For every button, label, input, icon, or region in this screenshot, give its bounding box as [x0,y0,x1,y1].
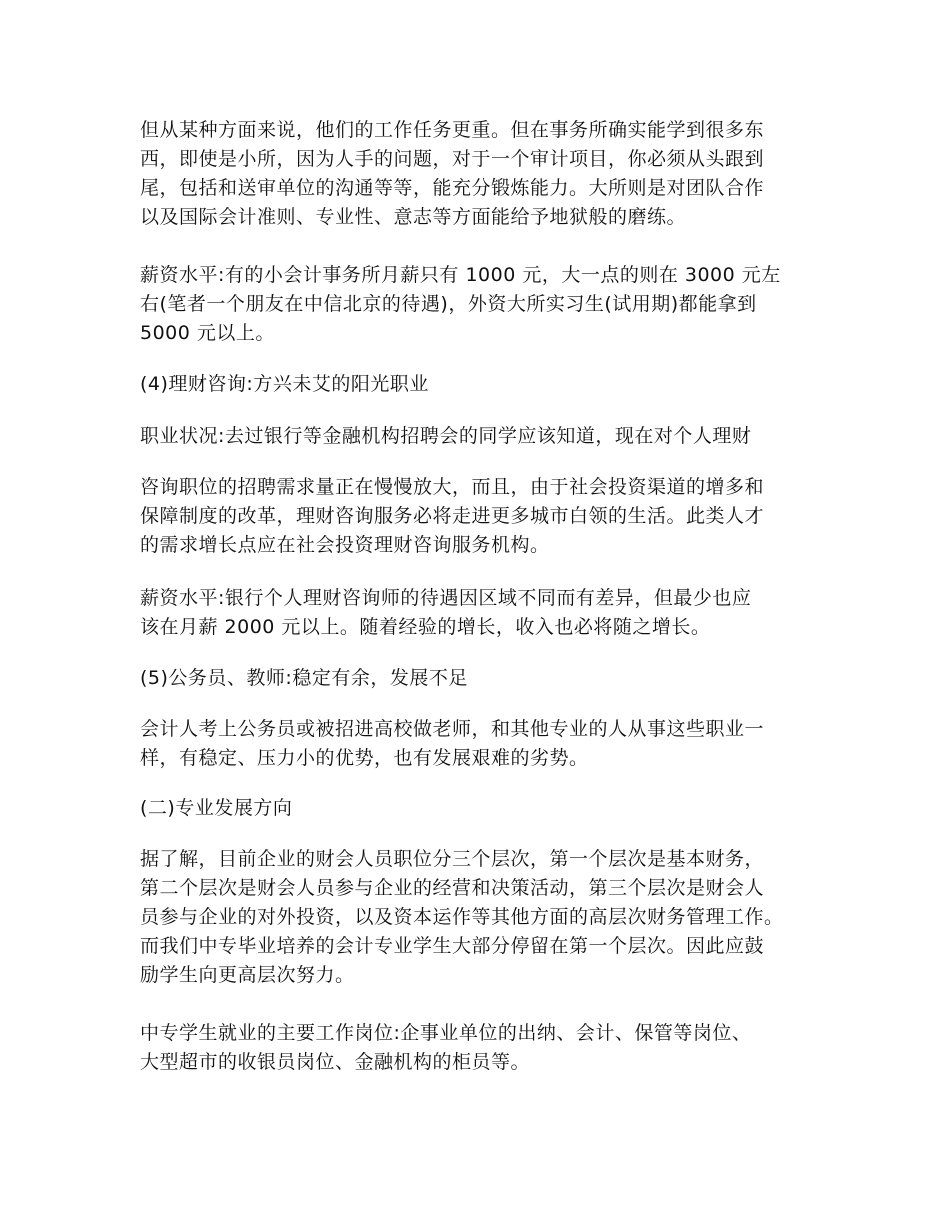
text-line: 中专学生就业的主要工作岗位:企事业单位的出纳、会计、保管等岗位、 [140,1022,752,1044]
text-line: 第二个层次是财会人员参与企业的经营和决策活动，第三个层次是财会人 [140,877,765,899]
heading-civil-servant-teacher [140,664,820,693]
paragraph-main-positions [140,1019,820,1077]
paragraph-consulting-status [140,422,820,451]
paragraph-accounting-firm-work [140,116,820,232]
text-line: 的需求增长点应在社会投资理财咨询服务机构。 [140,534,550,556]
text-line: 尾，包括和送审单位的沟通等等，能充分锻炼能力。大所则是对团队合作 [140,177,765,199]
paragraph-civil-servant-teacher [140,715,820,773]
text-line: (5)公务员、教师:稳定有余，发展不足 [140,667,468,689]
text-line: 保障制度的改革，理财咨询服务必将走进更多城市白领的生活。此类人才 [140,505,765,527]
paragraph-firm-salary [140,261,820,348]
text-line: 而我们中专毕业培养的会计专业学生大部分停留在第一个层次。因此应鼓 [140,935,765,957]
text-line: 右(笔者一个朋友在中信北京的待遇)，外资大所实习生(试用期)都能拿到 [140,293,757,315]
paragraph-consulting-salary [140,584,820,642]
text-line: 西，即使是小所，因为人手的问题，对于一个审计项目，你必须从头跟到 [140,148,765,170]
text-line: 大型超市的收银员岗位、金融机构的柜员等。 [140,1051,531,1073]
heading-professional-development [140,794,820,823]
text-line: 咨询职位的招聘需求量正在慢慢放大，而且，由于社会投资渠道的增多和 [140,476,765,498]
text-line: 该在月薪 2000 元以上。随着经验的增长，收入也必将随之增长。 [140,616,711,638]
text-line: 会计人考上公务员或被招进高校做老师，和其他专业的人从事这些职业一 [140,718,765,740]
text-line: 职业状况:去过银行等金融机构招聘会的同学应该知道，现在对个人理财 [140,425,752,447]
text-line: 员参与企业的对外投资，以及资本运作等其他方面的高层次财务管理工作。 [140,906,784,928]
text-line: 励学生向更高层次努力。 [140,964,355,986]
text-line: 5000 元以上。 [140,322,275,344]
text-line: 据了解，目前企业的财会人员职位分三个层次，第一个层次是基本财务， [140,848,765,870]
text-line: 薪资水平:有的小会计事务所月薪只有 1000 元，大一点的则在 3000 元左 [140,264,781,286]
text-line: 样，有稳定、压力小的优势，也有发展艰难的劣势。 [140,747,589,769]
heading-financial-consulting [140,370,820,399]
paragraph-consulting-demand [140,473,820,560]
text-line: (4)理财咨询:方兴未艾的阳光职业 [140,373,429,395]
text-line: 薪资水平:银行个人理财咨询师的待遇因区域不同而有差异，但最少也应 [140,587,752,609]
paragraph-position-levels [140,845,820,990]
text-line: 但从某种方面来说，他们的工作任务更重。但在事务所确实能学到很多东 [140,119,765,141]
text-line: 以及国际会计准则、专业性、意志等方面能给予地狱般的磨练。 [140,206,687,228]
text-line: (二)专业发展方向 [140,797,293,819]
